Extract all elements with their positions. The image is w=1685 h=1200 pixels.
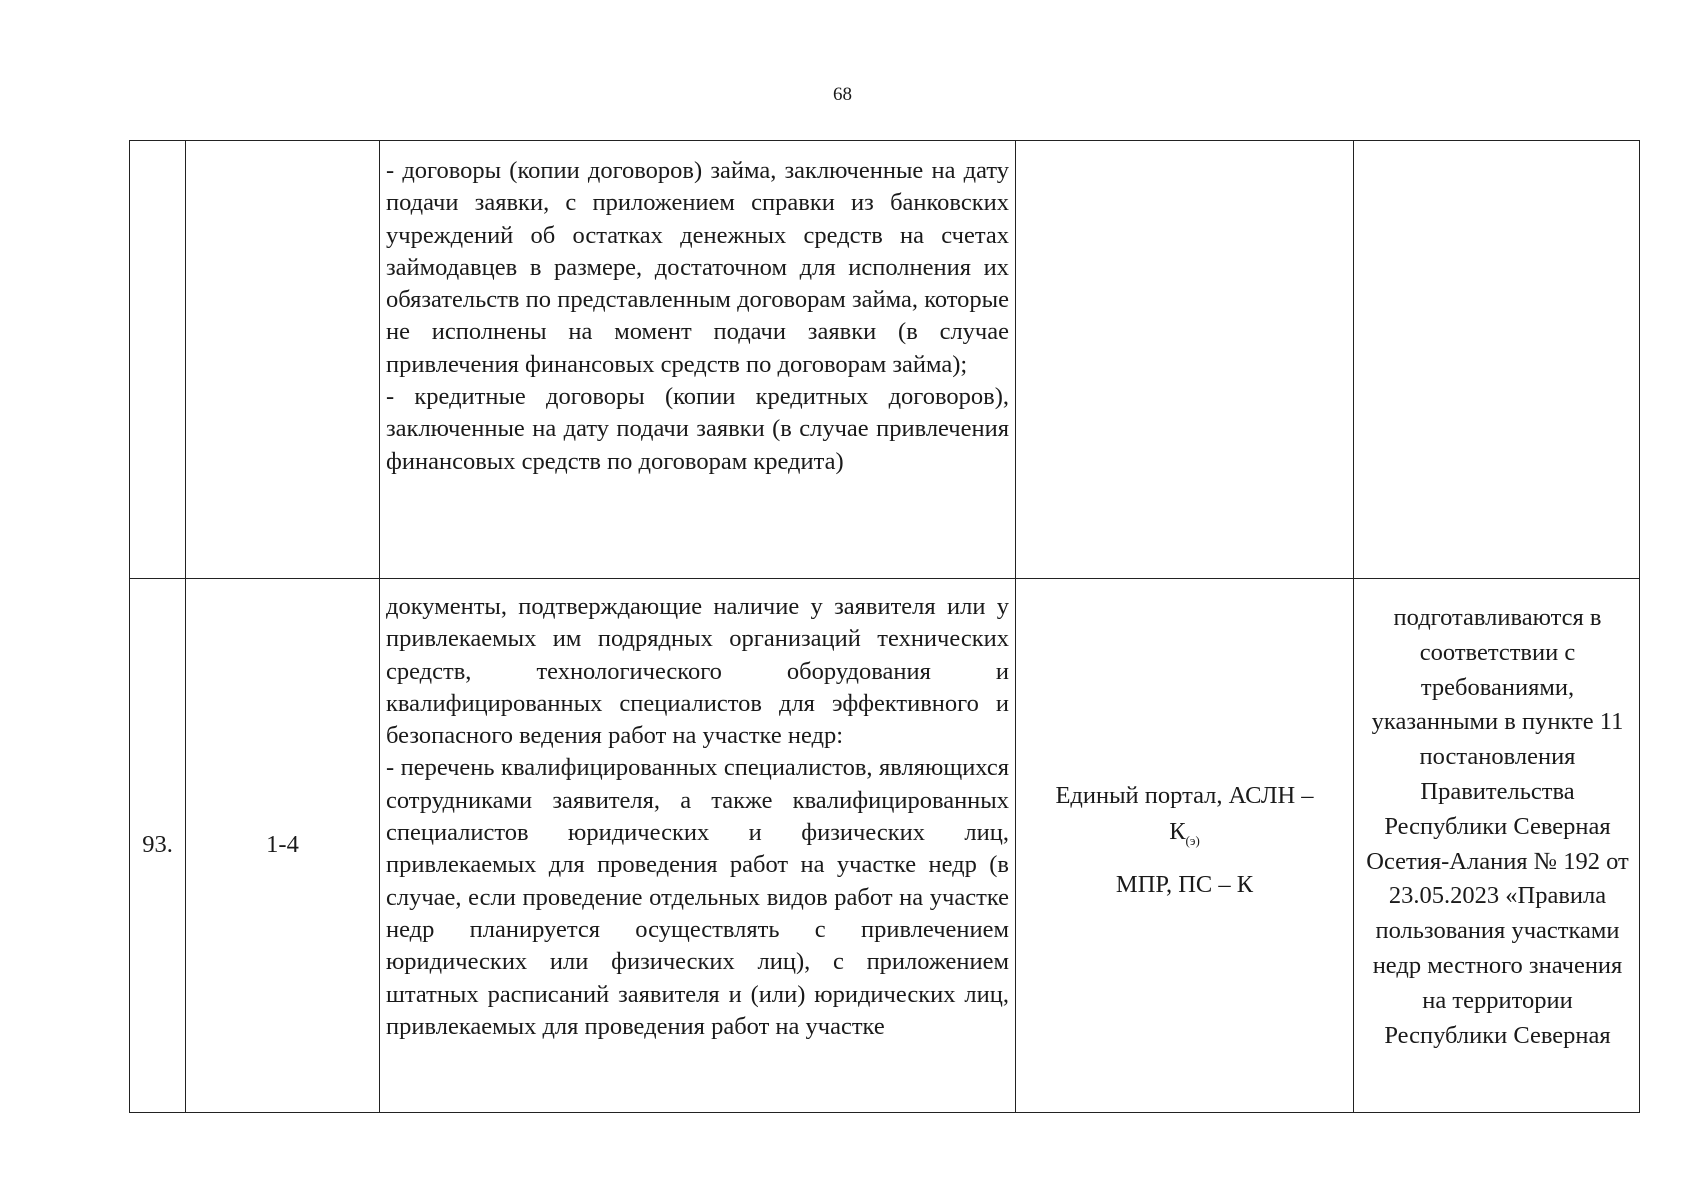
description-cell: [380, 579, 1016, 1113]
requirements-table: [129, 140, 1640, 1113]
table-row: [130, 141, 1640, 579]
table-row: [130, 579, 1640, 1113]
note-cell: [1354, 141, 1640, 579]
description-paragraph: - договоры (копии договоров) займа, заключенные на дату подачи заявки, с приложением справки из банковских учреждений об остатках денежных средств на счетах займодавцев в размере, достаточном для исполнения их обязательств по представленным договорам займа, которые не исполнены на момент подачи заявки (в случае привлечения финансовых средств по договорам займа);: [386, 157, 1009, 378]
description-paragraph: документы, подтверждающие наличие у заявителя или у привлекаемых им подрядных организаций технических средств, технологического оборудования и квалифицированных специалистов для эффективного и безопасного ведения работ на участке недр:: [386, 593, 1009, 750]
source-cell: [1016, 141, 1354, 579]
description-paragraph: - кредитные договоры (копии кредитных договоров), заключенные на дату подачи заявки (в случае привлечения финансовых средств по договорам кредита): [386, 383, 1009, 475]
code-cell: [186, 141, 380, 579]
page-number: 68: [833, 84, 852, 105]
source-line: Единый портал, АСЛН –: [1055, 782, 1314, 810]
source-line: МПР, ПС – К: [1115, 870, 1254, 898]
row-number-cell: 93.: [130, 579, 186, 1113]
description-cell: [380, 141, 1016, 579]
source-k: $К_{(э)}$: [1169, 818, 1200, 848]
code-cell: 1-4: [186, 579, 380, 1113]
note-text: подготавливаются в соответствии с требованиями, указанными в пункте 11 постановления Правительства Республики Северная Осетия-Алания № 192 от 23.05.2023 «Правила пользования участками недр местного значения на территории Республики Северная: [1366, 604, 1629, 1049]
row-number-cell: [130, 141, 186, 579]
source-cell: [1016, 579, 1354, 1113]
description-paragraph: - перечень квалифицированных специалистов, являющихся сотрудниками заявителя, а также квалифицированных специалистов юридических и физических лиц, привлекаемых для проведения работ на участке недр (в случае, если проведение отдельных видов работ на участке недр планируется осуществлять с привлечением юридических или физических лиц), с приложением штатных расписаний заявителя и (или) юридических лиц, привлекаемых для проведения работ на участке: [386, 754, 1009, 1040]
note-cell: [1354, 579, 1640, 1113]
